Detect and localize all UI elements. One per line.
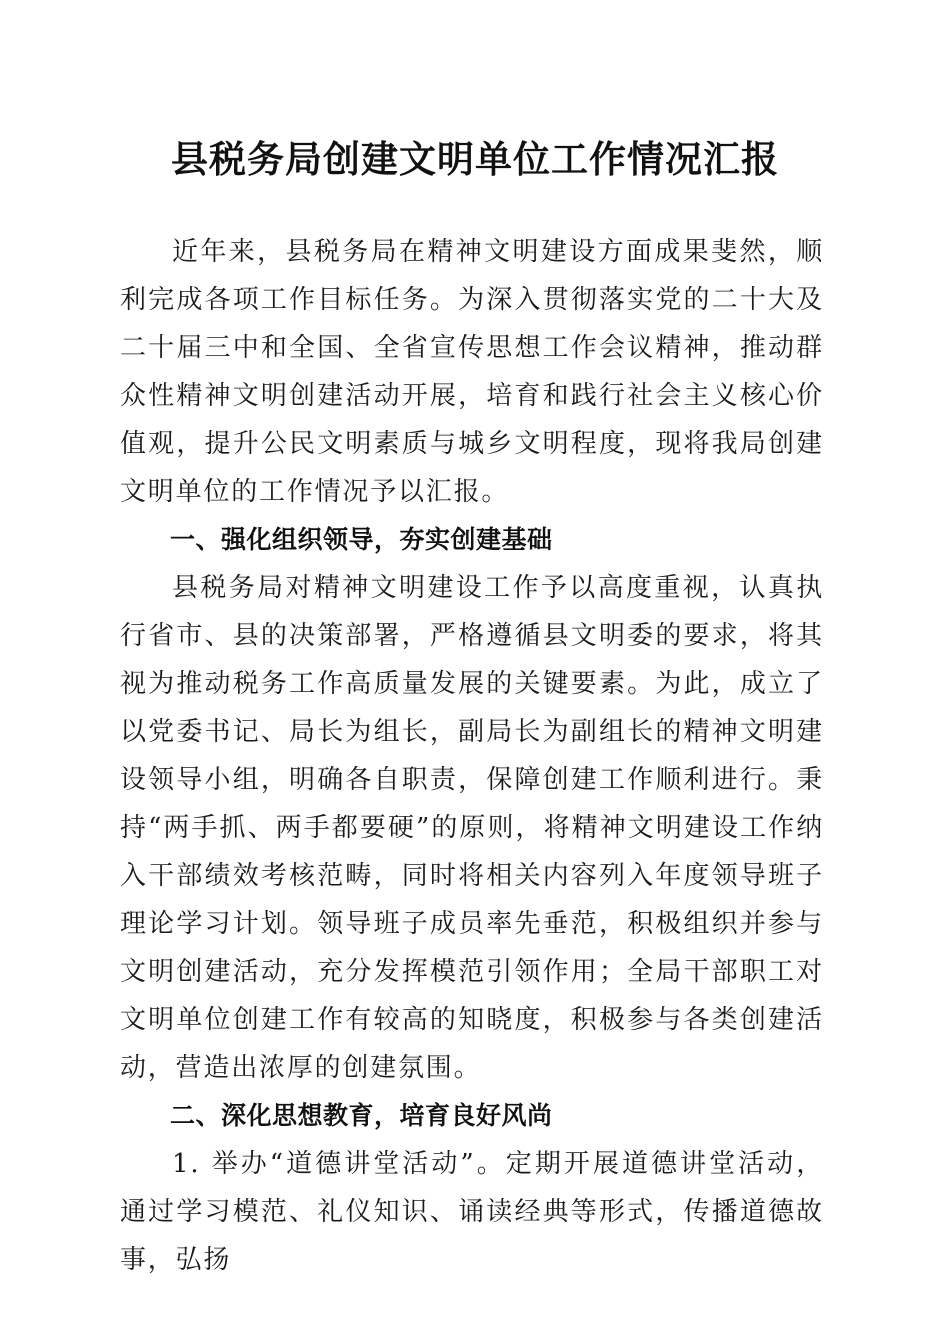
section-1-paragraph: 县税务局对精神文明建设工作予以高度重视，认真执行省市、县的决策部署，严格遵循县文明委的要求，将其视为推动税务工作高质量发展的关键要素。为此，成立了以党委书记、局长为组长，副局长为副组长的精神文明建设领导小组，明确各自职责，保障创建工作顺利进行。秉持“两手抓、两手都要硬”的原则，将精神文明建设工作纳入干部绩效考核范畴，同时将相关内容列入年度领导班子理论学习计划。领导班子成员率先垂范，积极组织并参与文明创建活动，充分发挥模范引领作用；全局干部职工对文明单位创建工作有较高的知晓度，积极参与各类创建活动，营造出浓厚的创建氛围。 [120,573,824,1083]
document-body [120,228,824,1284]
section-2-item-1: 1. 举办“道德讲堂活动”。定期开展道德讲堂活动，通过学习模范、礼仪知识、诵读经典等形式，传播道德故事，弘扬 [120,1149,824,1275]
section-heading-2: 二、深化思想教育，培育良好风尚 [170,1101,553,1130]
section-heading-1: 一、强化组织领导，夯实创建基础 [170,525,553,554]
document-title: 县税务局创建文明单位工作情况汇报 [171,137,779,181]
intro-paragraph: 近年来，县税务局在精神文明建设方面成果斐然，顺利完成各项工作目标任务。为深入贯彻落实党的二十大及二十届三中和全国、全省宣传思想工作会议精神，推动群众性精神文明创建活动开展，培育和践行社会主义核心价值观，提升公民文明素质与城乡文明程度，现将我局创建文明单位的工作情况予以汇报。 [120,237,824,507]
